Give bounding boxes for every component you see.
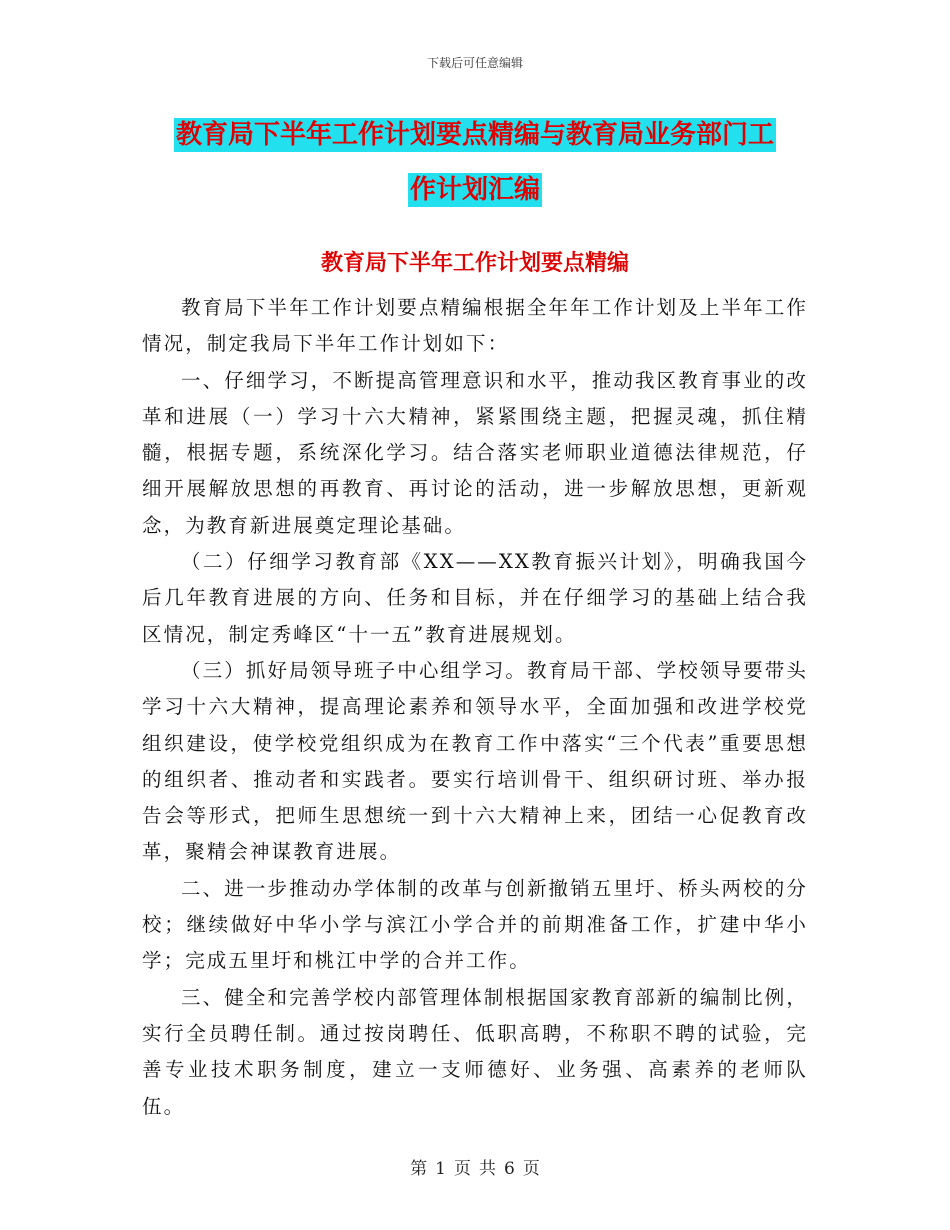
header-note: 下载后可任意编辑 [426,56,523,70]
document-title [142,108,808,218]
paragraph: （三）抓好局领导班子中心组学习。教育局干部、学校领导要带头学习十六大精神，提高理论素养和领导水平，全面加强和改进学校党组织建设，使学校党组织成为在教育工作中落实“三个代表”重要思想的组织者、推动者和实践者。要实行培训骨干、组织研讨班、举办报告会等形式，把师生思想统一到十六大精神上来，团结一心促教育改革，聚精会神谋教育进展。 [142,658,808,864]
title-line-1: 教育局下半年工作计划要点精编与教育局业务部门工 [175,120,774,150]
paragraph: 三、健全和完善学校内部管理体制根据国家教育部新的编制比例，实行全员聘任制。通过按岗聘任、低职高聘，不称职不聘的试验，完善专业技术职务制度，建立一支师德好、业务强、高素养的老师队伍。 [142,985,808,1118]
document-body [142,290,808,1125]
section-title: 教育局下半年工作计划要点精编 [320,251,629,276]
paragraph: 教育局下半年工作计划要点精编根据全年年工作计划及上半年工作情况，制定我局下半年工作计划如下： [142,296,808,356]
page-footer [0,1154,950,1179]
total-label: 共 [479,1159,496,1179]
total-pages: 6 [504,1159,515,1179]
total-unit: 页 [522,1159,540,1179]
paragraph: 二、进一步推动办学体制的改革与创新撤销五里圩、桥头两校的分校；继续做好中华小学与滨江小学合并的前期准备工作，扩建中华小学；完成五里圩和桃江中学的合并工作。 [142,876,808,973]
page-number: 1 [435,1159,446,1179]
page-unit: 页 [454,1159,471,1179]
title-line-2: 作计划汇编 [409,175,540,205]
paragraph: （二）仔细学习教育部《XX——XX教育振兴计划》，明确我国今后几年教育进展的方向、任务和目标，并在仔细学习的基础上结合我区情况，制定秀峰区“十一五”教育进展规划。 [142,550,808,646]
page-label: 第 [410,1159,428,1179]
paragraph: 一、仔细学习，不断提高管理意识和水平，推动我区教育事业的改革和进展（一）学习十六大精神，紧紧围绕主题，把握灵魂，抓住精髓，根据专题，系统深化学习。结合落实老师职业道德法律规范，仔细开展解放思想的再教育、再讨论的活动，进一步解放思想，更新观念，为教育新进展奠定理论基础。 [142,368,808,537]
